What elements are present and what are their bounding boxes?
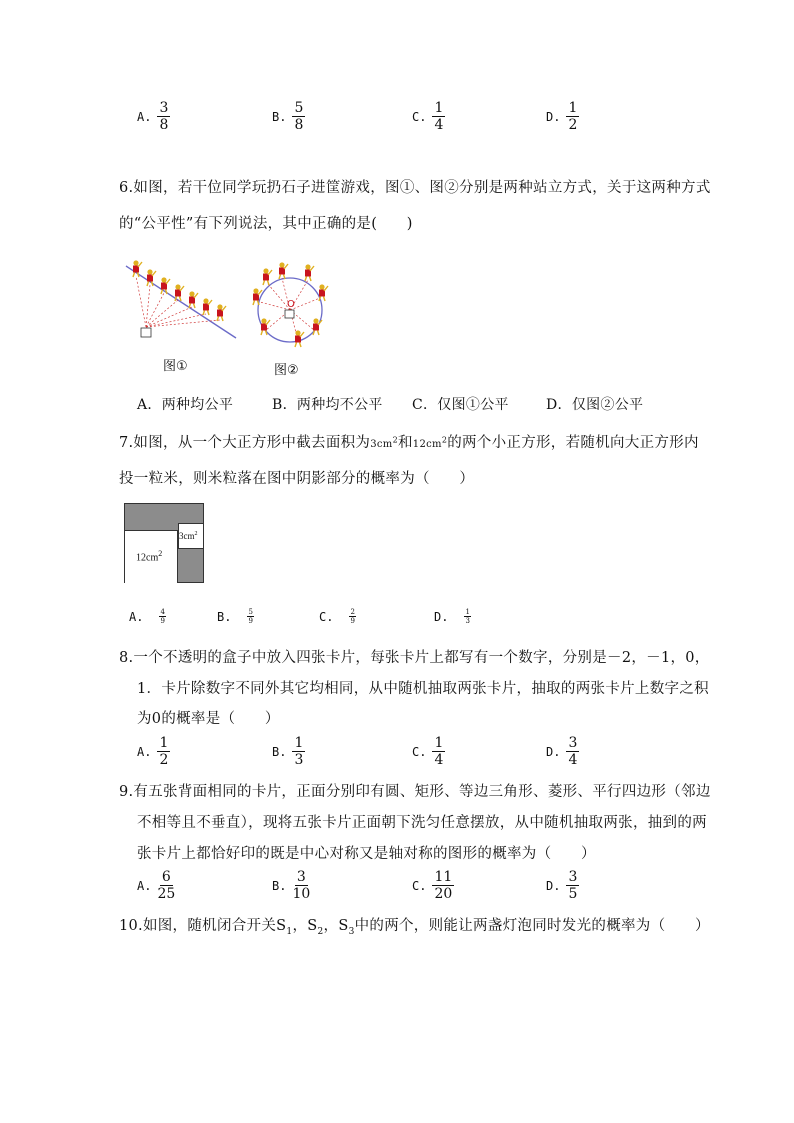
q9-option-d (546, 869, 579, 902)
child-figure (217, 304, 226, 321)
sub: 3 (348, 926, 355, 937)
option-label: B. (272, 109, 287, 124)
child-figure (203, 298, 212, 315)
option-label: A. (137, 109, 152, 124)
switch-s2 (307, 918, 324, 937)
q7-area-small (370, 435, 398, 450)
q10-text: 中的两个，则能让两盏灯泡同时发光的概率为（ ） (354, 918, 710, 934)
q7-line-1 (119, 431, 699, 452)
q6-line-1: 6.如图，若干位同学玩扔石子进筐游戏，图①、图②分别是两种站立方式，关于这两种方式 (119, 180, 711, 196)
child-figure (147, 269, 156, 286)
q9-option-a (137, 869, 175, 902)
q9-line-3: 张卡片上都恰好印的既是中心对称又是轴对称的图形的概率为（ ） (137, 846, 596, 862)
q10-text: 10.如图，随机闭合开关 (119, 918, 277, 934)
child-figure (263, 268, 272, 285)
sup: 2 (158, 549, 163, 558)
option-label: B. (272, 878, 287, 893)
denominator: 9 (248, 617, 253, 625)
fraction (432, 735, 445, 768)
q5-option-c (412, 100, 445, 133)
fraction (464, 608, 470, 625)
q6-figure-1-caption: 图① (163, 359, 188, 374)
denominator: 20 (434, 886, 453, 902)
fraction (157, 100, 170, 133)
numerator: 3 (296, 869, 306, 885)
numerator: 6 (161, 869, 171, 885)
q8-line-2: 1．卡片除数字不同外其它均相同，从中随机抽取两张卡片，抽取的两张卡片上数字之积 (137, 681, 709, 697)
denominator: 4 (434, 117, 444, 133)
q7-large-square (124, 503, 204, 583)
q9-option-c (412, 869, 454, 902)
fraction (566, 100, 579, 133)
q6-figure-2 (246, 252, 338, 348)
option-label: D. (546, 744, 561, 759)
denominator: 10 (292, 886, 311, 902)
q10-line-1 (119, 914, 710, 937)
denominator: 9 (350, 617, 355, 625)
numerator: 4 (160, 608, 165, 616)
q8-option-b (272, 735, 305, 768)
q7-area-small-value: 3cm (370, 439, 393, 450)
fraction (157, 869, 175, 902)
switch-letter: S (276, 918, 287, 934)
switch-s1 (276, 918, 293, 937)
numerator: 1 (568, 100, 578, 116)
q5-option-a (137, 100, 170, 133)
q9-option-b (272, 869, 310, 902)
q7-option-c (319, 608, 356, 625)
numerator: 2 (350, 608, 355, 616)
fraction (292, 735, 305, 768)
sup: 2 (441, 435, 448, 445)
denominator: 2 (568, 117, 578, 133)
numerator: 1 (465, 608, 470, 616)
label-text: 12cm (136, 552, 159, 564)
label-text: 3cm (179, 531, 195, 541)
denominator: 3 (294, 752, 304, 768)
q7-line-2: 投一粒米，则米粒落在图中阴影部分的概率为（ ） (119, 471, 475, 487)
numerator: 1 (434, 100, 444, 116)
option-label: C. (412, 109, 427, 124)
q6-option-a: A．两种均公平 (137, 397, 234, 413)
numerator: 1 (434, 735, 444, 751)
child-figure (305, 264, 314, 281)
denominator: 8 (294, 117, 304, 133)
q5-option-d (546, 100, 579, 133)
option-label: D. (546, 878, 561, 893)
q7-text: 和 (397, 435, 413, 451)
option-label: A. (137, 878, 152, 893)
fraction (292, 869, 310, 902)
denominator: 25 (157, 886, 176, 902)
q10-text: ， (292, 918, 308, 934)
fraction (566, 735, 579, 768)
child-figure (175, 284, 184, 301)
numerator: 3 (568, 869, 578, 885)
q6-option-d: D．仅图②公平 (546, 397, 644, 413)
child-figure (189, 291, 198, 308)
numerator: 1 (294, 735, 304, 751)
option-label: A. (129, 609, 144, 624)
option-label: A. (137, 744, 152, 759)
center-label: O (287, 299, 295, 310)
numerator: 3 (159, 100, 169, 116)
q8-line-3: 为0的概率是（ ） (137, 711, 280, 727)
option-label: C. (319, 609, 334, 624)
numerator: 5 (248, 608, 253, 616)
denominator: 4 (568, 752, 578, 768)
sup: 2 (392, 435, 398, 445)
q6-figure-1 (124, 252, 240, 346)
q7-option-a (129, 608, 166, 625)
numerator: 1 (159, 735, 169, 751)
q7-option-d (434, 608, 471, 625)
denominator: 2 (159, 752, 169, 768)
q7-square-12 (125, 530, 178, 583)
option-label: B. (272, 744, 287, 759)
fraction (157, 735, 170, 768)
fraction (159, 608, 165, 625)
sub: 2 (317, 926, 324, 937)
option-label: D. (546, 109, 561, 124)
child-figure (279, 262, 288, 279)
q8-option-a (137, 735, 170, 768)
q5-option-b (272, 100, 305, 133)
q7-text: 的两个小正方形，若随机向大正方形内 (447, 435, 699, 451)
q6-option-c: C．仅图①公平 (412, 397, 509, 413)
denominator: 5 (568, 886, 578, 902)
child-figure (161, 277, 170, 294)
child-figure (261, 318, 270, 335)
q7-option-b (217, 608, 254, 625)
q10-text: ， (323, 918, 339, 934)
q6-figure-2-caption: 图② (274, 363, 299, 378)
basket-icon (141, 328, 151, 337)
option-label: C. (412, 744, 427, 759)
q8-option-d (546, 735, 579, 768)
sub: 1 (286, 926, 293, 937)
q7-label-12 (136, 549, 162, 563)
q9-line-2: 不相等且不垂直），现将五张卡片正面朝下洗匀任意摆放，从中随机抽取两张，抽到的两 (137, 815, 707, 831)
fraction (247, 608, 253, 625)
denominator: 3 (465, 617, 470, 625)
q9-line-1: 9.有五张背面相同的卡片，正面分别印有圆、矩形、等边三角形、菱形、平行四边形（邻边 (119, 784, 711, 800)
numerator: 5 (294, 100, 304, 116)
q7-label-3 (179, 531, 198, 541)
fraction (432, 869, 454, 902)
q8-line-1: 8.一个不透明的盒子中放入四张卡片，每张卡片上都写有一个数字，分别是－2，－1，0， (119, 650, 710, 666)
q7-square-3 (178, 523, 204, 549)
switch-letter: S (338, 918, 349, 934)
option-label: B. (217, 609, 232, 624)
option-label: C. (412, 878, 427, 893)
basket-icon (285, 310, 294, 318)
fraction (292, 100, 305, 133)
child-figure (313, 318, 322, 335)
numerator: 11 (434, 869, 453, 885)
numerator: 3 (568, 735, 578, 751)
child-figure (133, 260, 142, 277)
switch-letter: S (307, 918, 318, 934)
denominator: 4 (434, 752, 444, 768)
q6-option-b: B．两种均不公平 (272, 397, 383, 413)
switch-s3 (338, 918, 355, 937)
q7-text: 7.如图，从一个大正方形中截去面积为 (119, 435, 371, 451)
q6-line-2: 的“公平性”有下列说法，其中正确的是( ) (119, 216, 413, 232)
denominator: 8 (159, 117, 169, 133)
denominator: 9 (160, 617, 165, 625)
sup: 2 (194, 531, 198, 537)
fraction (566, 869, 579, 902)
option-label: D. (434, 609, 449, 624)
fraction (349, 608, 355, 625)
q7-area-large-value: 12cm (412, 439, 442, 450)
q8-option-c (412, 735, 445, 768)
fraction (432, 100, 445, 133)
q7-area-large (412, 435, 448, 450)
child-figure (319, 284, 328, 301)
